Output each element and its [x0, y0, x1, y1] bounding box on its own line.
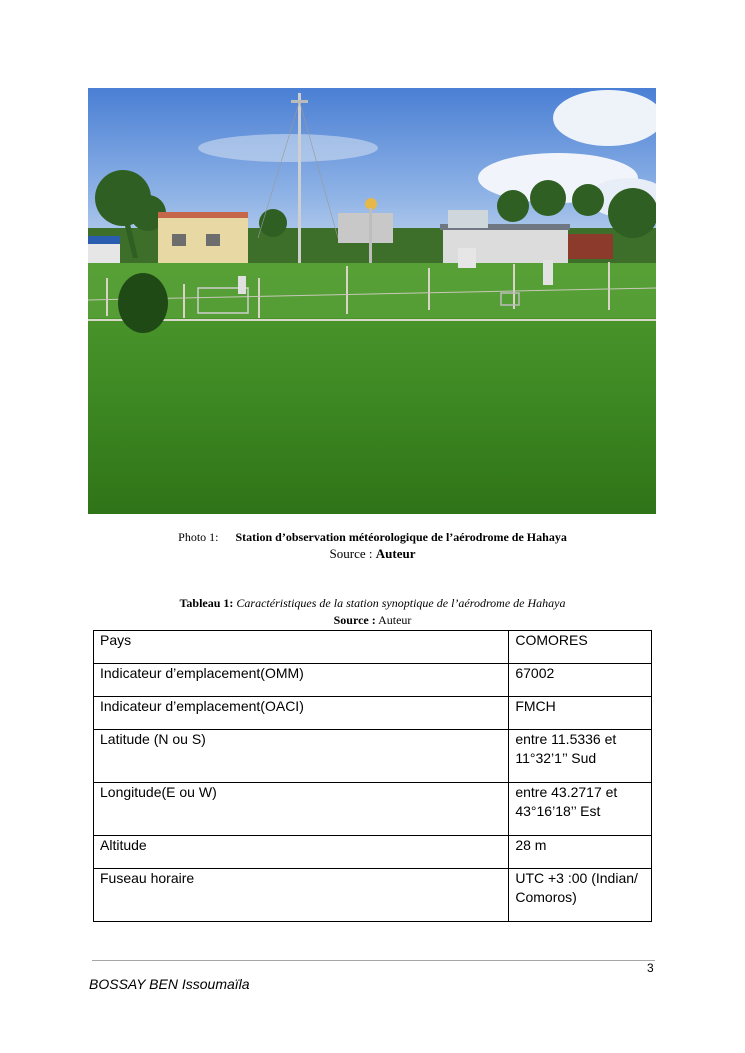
table-source-label: Source :: [333, 613, 376, 627]
table-caption: [0, 596, 745, 611]
page-number: 3: [647, 961, 654, 975]
row-key: Longitude(E ou W): [94, 783, 509, 836]
table-title: Caractéristiques de la station synoptique de l’aérodrome de Hahaya: [236, 596, 566, 610]
row-value: COMORES: [509, 631, 652, 664]
row-value: entre 11.5336 et 11°32’1’’ Sud: [509, 730, 652, 783]
table-row: [94, 869, 652, 922]
characteristics-table: [93, 630, 652, 922]
table-row: [94, 836, 652, 869]
footer-divider: [92, 960, 655, 961]
station-photo: [88, 88, 656, 514]
table-row: [94, 730, 652, 783]
table-source: [0, 613, 745, 628]
photo-source-value: Auteur: [375, 546, 416, 561]
row-key: Latitude (N ou S): [94, 730, 509, 783]
table-row: [94, 697, 652, 730]
photo-title: Station d’observation météorologique de l’aérodrome de Hahaya: [235, 530, 567, 544]
row-key: Fuseau horaire: [94, 869, 509, 922]
photo-source-label: Source :: [329, 546, 373, 561]
table-number: Tableau 1:: [179, 596, 234, 610]
row-key: Indicateur d’emplacement(OMM): [94, 664, 509, 697]
row-key: Altitude: [94, 836, 509, 869]
row-value: entre 43.2717 et 43°16’18’’ Est: [509, 783, 652, 836]
row-value: FMCH: [509, 697, 652, 730]
row-value: UTC +3 :00 (Indian/ Comoros): [509, 869, 652, 922]
photo-number: Photo 1:: [178, 530, 219, 544]
row-value: 67002: [509, 664, 652, 697]
row-value: 28 m: [509, 836, 652, 869]
footer-author: BOSSAY BEN Issoumaïla: [89, 976, 250, 992]
table-row: [94, 631, 652, 664]
row-key: Pays: [94, 631, 509, 664]
photo-caption: [0, 530, 745, 545]
photo-source: [0, 546, 745, 562]
table-row: [94, 664, 652, 697]
row-key: Indicateur d’emplacement(OACI): [94, 697, 509, 730]
table-source-value: Auteur: [378, 613, 412, 627]
table-row: [94, 783, 652, 836]
